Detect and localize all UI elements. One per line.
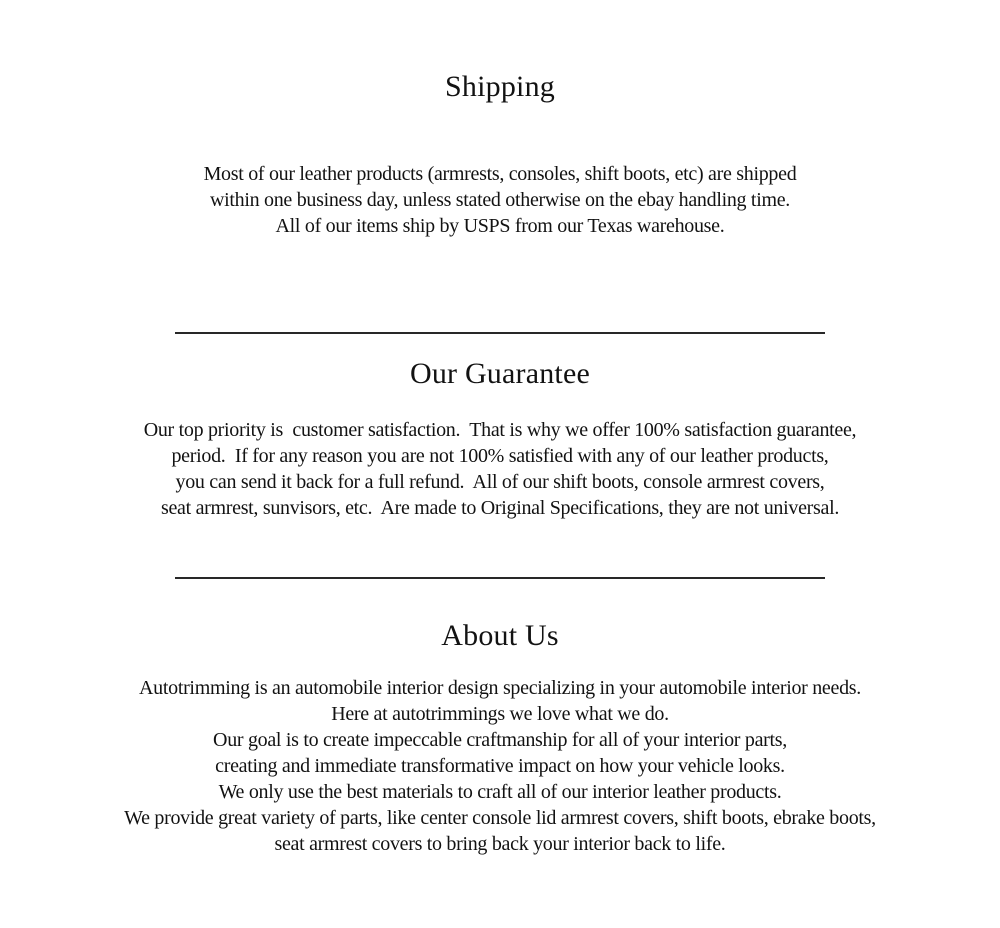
- shipping-line: All of our items ship by USPS from our Texas warehouse.: [275, 215, 725, 237]
- section-divider: [175, 577, 825, 579]
- shipping-title: Shipping: [445, 70, 555, 103]
- shipping-text: [0, 161, 1000, 239]
- about-line: We only use the best materials to craft all of our interior leather products.: [218, 781, 782, 803]
- section-divider: [175, 332, 825, 334]
- shipping-line: within one business day, unless stated otherwise on the ebay handling time.: [210, 189, 790, 211]
- about-line: Here at autotrimmings we love what we do.: [331, 703, 669, 725]
- about-line: seat armrest covers to bring back your interior back to life.: [274, 833, 726, 855]
- about-line: Autotrimming is an automobile interior design specializing in your automobile interior needs.: [139, 677, 861, 699]
- about-line: creating and immediate transformative impact on how your vehicle looks.: [215, 755, 785, 777]
- about-title: About Us: [441, 619, 559, 652]
- about-line: Our goal is to create impeccable craftmanship for all of your interior parts,: [213, 729, 787, 751]
- shipping-line: Most of our leather products (armrests, consoles, shift boots, etc) are shipped: [203, 163, 797, 185]
- guarantee-line: you can send it back for a full refund. All of our shift boots, console armrest covers,: [175, 471, 825, 493]
- guarantee-line: Our top priority is customer satisfaction. That is why we offer 100% satisfaction guarantee,: [143, 419, 857, 441]
- guarantee-title: Our Guarantee: [409, 357, 590, 390]
- guarantee-line: period. If for any reason you are not 100% satisfied with any of our leather products,: [171, 445, 829, 467]
- about-text: [0, 675, 1000, 857]
- about-line: We provide great variety of parts, like center console lid armrest covers, shift boots, ebrake boots,: [124, 807, 876, 829]
- guarantee-line: seat armrest, sunvisors, etc. Are made to Original Specifications, they are not universal.: [160, 497, 840, 519]
- guarantee-text: [0, 417, 1000, 521]
